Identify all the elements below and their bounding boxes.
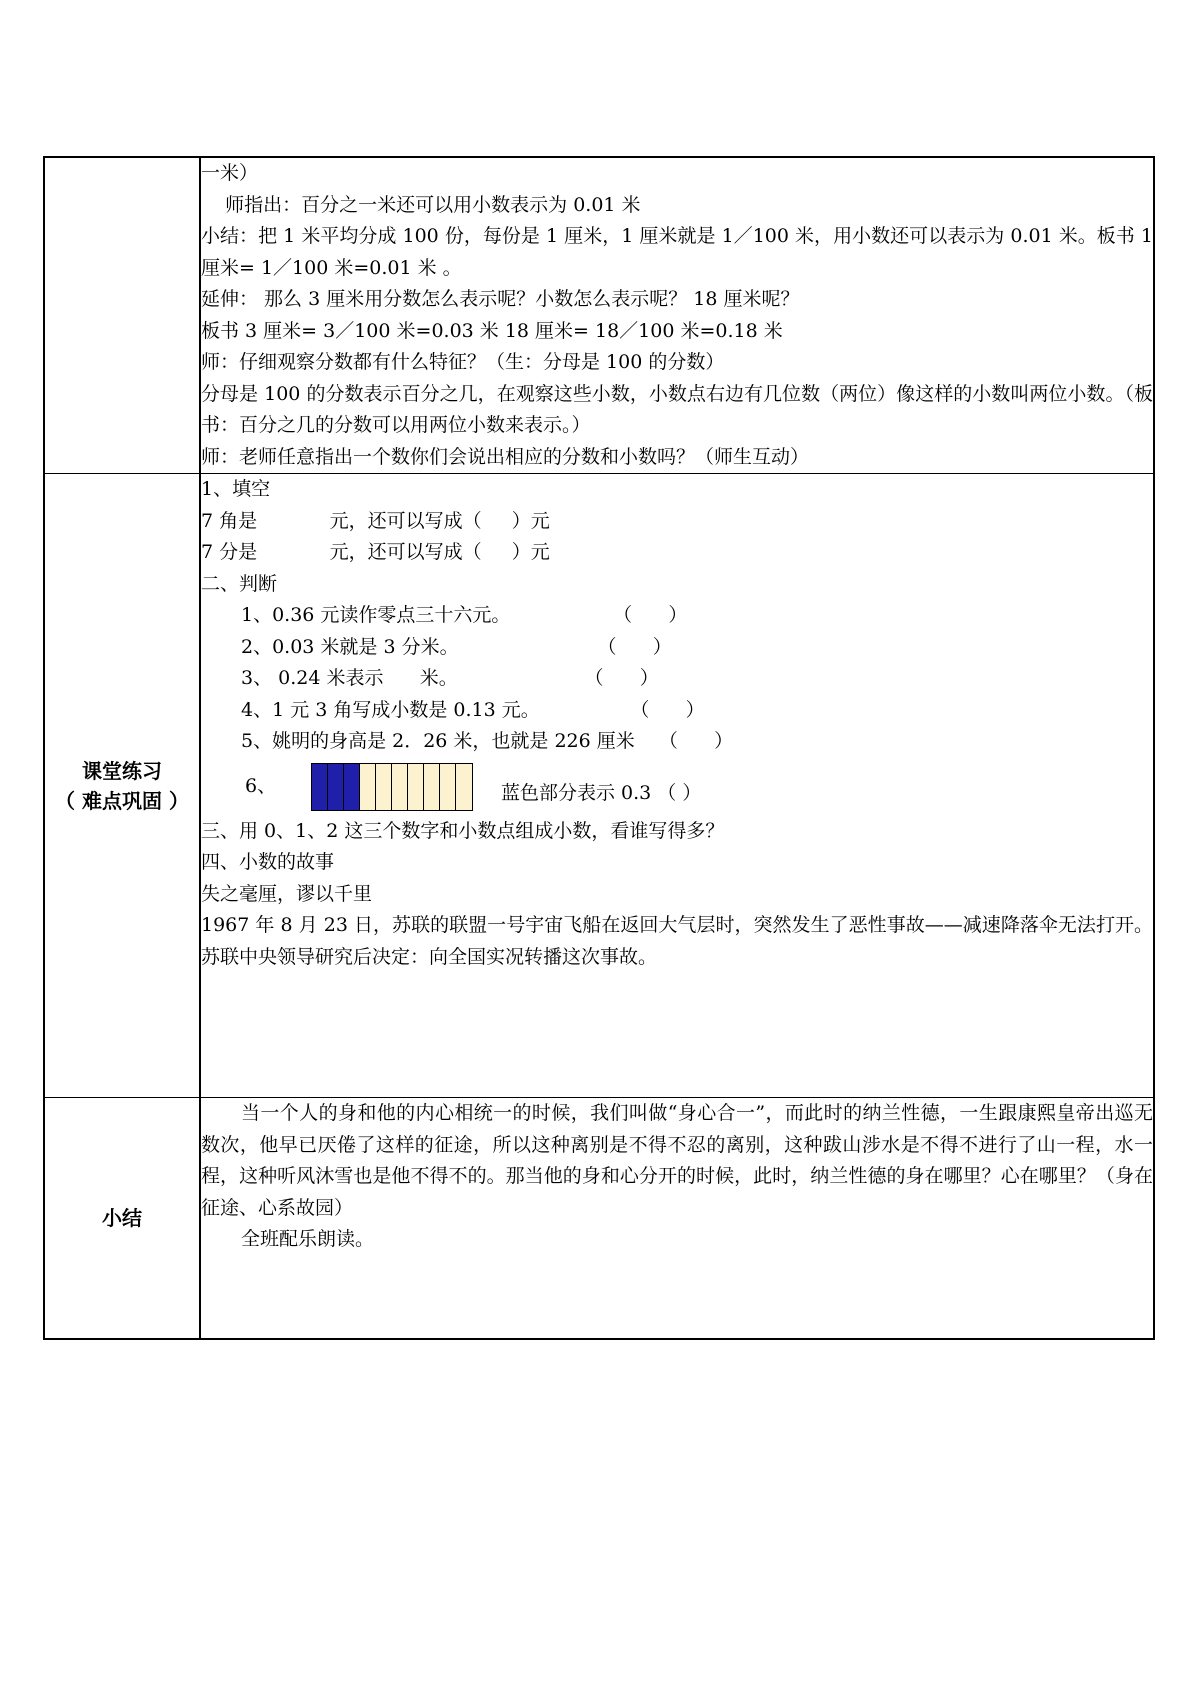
label-line: （ 难点巩固 ） (55, 788, 189, 813)
fill-blank-item: 7 分是 元，还可以写成（ ）元 (201, 541, 550, 563)
table-row (44, 157, 1154, 474)
judge-item: 1、0.36 元读作零点三十六元。 （ ） (241, 604, 688, 626)
text-line: 板书 3 厘米= 3／100 米=0.03 米 18 厘米= 18／100 米=0.18 米 (201, 319, 783, 342)
section-title: 1、填空 (201, 478, 271, 500)
fill-blank-item: 7 角是 元，还可以写成（ ）元 (201, 509, 550, 532)
bar-cell-empty (456, 764, 472, 810)
text-line: 师指出：百分之一米还可以用小数表示为 0.01 米 (201, 193, 641, 216)
text-paragraph: 分母是 100 的分数表示百分之几，在观察这些小数，小数点右边有几位数（两位）像这样的小数叫两位小数。（板书：百分之几的分数可以用两位小数来表示。） (201, 382, 1153, 436)
row-label-empty (44, 157, 200, 474)
row-label-summary: 小结 (44, 1098, 200, 1340)
bar-cell-empty (440, 764, 456, 810)
judge-item: 5、姚明的身高是 2．26 米，也就是 226 厘米 （ ） (241, 730, 734, 752)
teaching-process-cell (200, 157, 1154, 474)
table-row (44, 474, 1154, 1098)
story-body: 1967 年 8 月 23 日，苏联的联盟一号宇宙飞船在返回大气层时，突然发生了恶性事故——减速降落伞无法打开。苏联中央领导研究后决定：向全国实况转播这次事故。 (201, 914, 1153, 968)
section-title: 四、小数的故事 (201, 851, 335, 873)
bar-cell-empty (376, 764, 392, 810)
summary-cell (200, 1098, 1154, 1340)
text-paragraph: 小结：把 1 米平均分成 100 份，每份是 1 厘米，1 厘米就是 1／100 米，用小数还可以表示为 0.01 米。板书 1 厘米= 1／100 米=0.01 米 。 (201, 225, 1153, 279)
text-line: 延伸： 那么 3 厘米用分数怎么表示呢？小数怎么表示呢？ 18 厘米呢？ (201, 288, 800, 310)
summary-paragraph: 当一个人的身和他的内心相统一的时候，我们叫做“身心合一”，而此时的纳兰性德，一生跟康熙皇帝出巡无数次，他早已厌倦了这样的征途，所以这种离别是不得不忍的离别，这种跋山涉水是不得不进行了山一程，水一程，这种听风沐雪也是他不得不的。那当他的身和心分开的时候，此时，纳兰性德的身在哪里？心在哪里？（身在征途、心系故园） (201, 1102, 1153, 1219)
bar-cell-empty (392, 764, 408, 810)
section-title: 二、判断 (201, 572, 278, 595)
text-line: 一米） (201, 162, 259, 184)
label-line: 课堂练习 (82, 758, 162, 783)
figure-number: 6、 (245, 774, 277, 797)
bar-cell-filled (312, 764, 328, 810)
text-line: 师：老师任意指出一个数你们会说出相应的分数和小数吗？（师生互动） (201, 445, 810, 468)
figure-question: 蓝色部分表示 0.3 （ ） (501, 781, 702, 804)
judge-item-figure (201, 758, 1153, 816)
judge-item: 4、1 元 3 角写成小数是 0.13 元。 （ ） (241, 698, 705, 721)
lesson-plan-table (43, 156, 1155, 1340)
bar-cell-filled (328, 764, 344, 810)
judge-item: 2、0.03 米就是 3 分米。 （ ） (241, 635, 672, 658)
section-title: 三、用 0、1、2 这三个数字和小数点组成小数，看谁写得多？ (201, 819, 725, 842)
table-row (44, 1098, 1154, 1340)
bar-cell-filled (344, 764, 360, 810)
bar-cell-empty (408, 764, 424, 810)
bar-cell-empty (424, 764, 440, 810)
text-line: 师：仔细观察分数都有什么特征？（生：分母是 100 的分数） (201, 351, 725, 373)
judge-item: 3、 0.24 米表示 米。 （ ） (241, 667, 659, 689)
summary-paragraph: 全班配乐朗读。 (241, 1228, 375, 1250)
row-label-practice (44, 474, 200, 1098)
practice-cell (200, 474, 1154, 1098)
bar-cell-empty (360, 764, 376, 810)
story-title: 失之毫厘，谬以千里 (201, 882, 373, 905)
decimal-bar-figure (311, 763, 473, 811)
